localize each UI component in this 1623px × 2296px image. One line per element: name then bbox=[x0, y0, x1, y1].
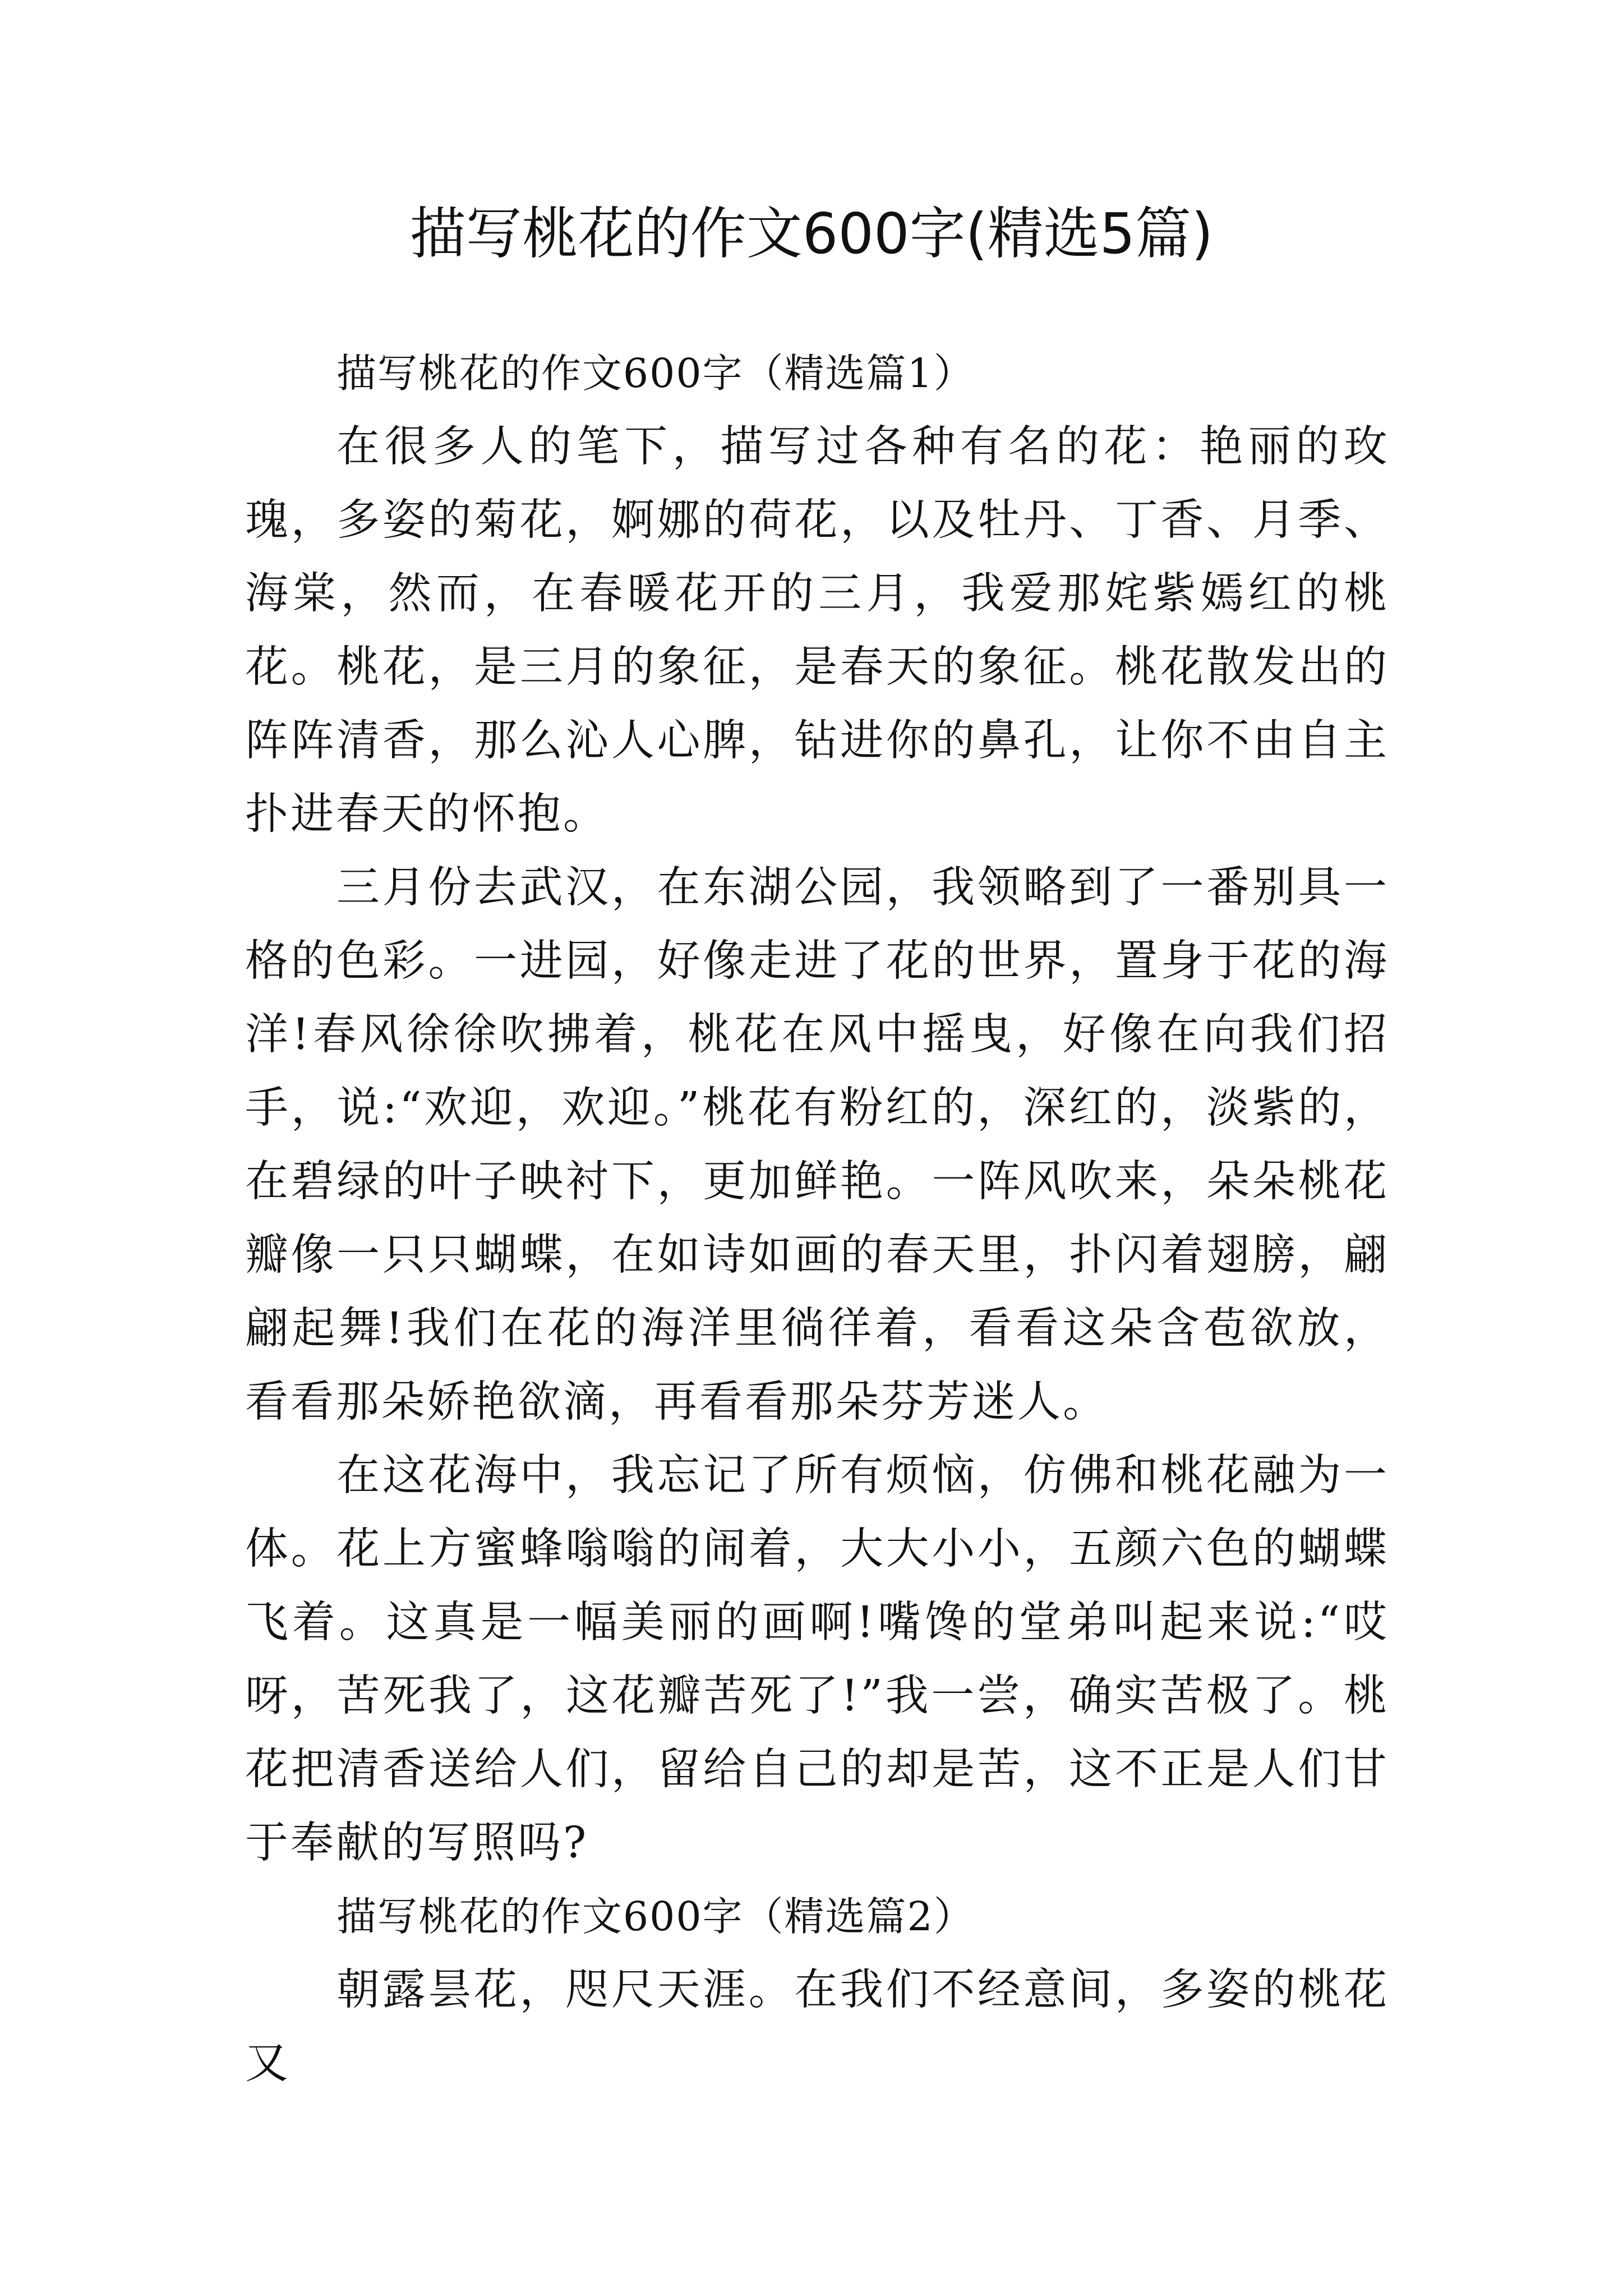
document-title: 描写桃花的作文600字(精选5篇) bbox=[409, 201, 1214, 266]
document-body bbox=[245, 337, 1389, 2100]
paragraph: 朝露昙花，咫尺天涯。在我们不经意间，多姿的桃花又 bbox=[245, 1965, 1389, 2088]
section-heading: 描写桃花的作文600字（精选篇1） bbox=[336, 350, 975, 397]
section-1 bbox=[245, 337, 1389, 1880]
section-heading: 描写桃花的作文600字（精选篇2） bbox=[336, 1893, 975, 1940]
section-2 bbox=[245, 1880, 1389, 2100]
paragraph: 在这花海中，我忘记了所有烦恼，仿佛和桃花融为一体。花上方蜜蜂嗡嗡的闹着，大大小小，五颜六色的蝴蝶飞着。这真是一幅美丽的画啊!嘴馋的堂弟叫起来说:“哎呀，苦死我了，这花瓣苦死了!”我一尝，确实苦极了。桃花把清香送给人们，留给自己的却是苦，这不正是人们甘于奉献的写照吗? bbox=[245, 1451, 1389, 1868]
paragraph: 三月份去武汉，在东湖公园，我领略到了一番别具一格的色彩。一进园，好像走进了花的世界，置身于花的海洋!春风徐徐吹拂着，桃花在风中摇曳，好像在向我们招手，说:“欢迎，欢迎。”桃花有粉红的，深红的，淡紫的，在碧绿的叶子映衬下，更加鲜艳。一阵风吹来，朵朵桃花瓣像一只只蝴蝶，在如诗如画的春天里，扑闪着翅膀，翩翩起舞!我们在花的海洋里徜徉着，看看这朵含苞欲放，看看那朵娇艳欲滴，再看看那朵芬芳迷人。 bbox=[245, 863, 1389, 1427]
paragraph: 在很多人的笔下，描写过各种有名的花：艳丽的玫瑰，多姿的菊花，婀娜的荷花，以及牡丹、丁香、月季、海棠，然而，在春暖花开的三月，我爱那姹紫嫣红的桃花。桃花，是三月的象征，是春天的象征。桃花散发出的阵阵清香，那么沁人心脾，钻进你的鼻孔，让你不由自主扑进春天的怀抱。 bbox=[245, 422, 1389, 839]
